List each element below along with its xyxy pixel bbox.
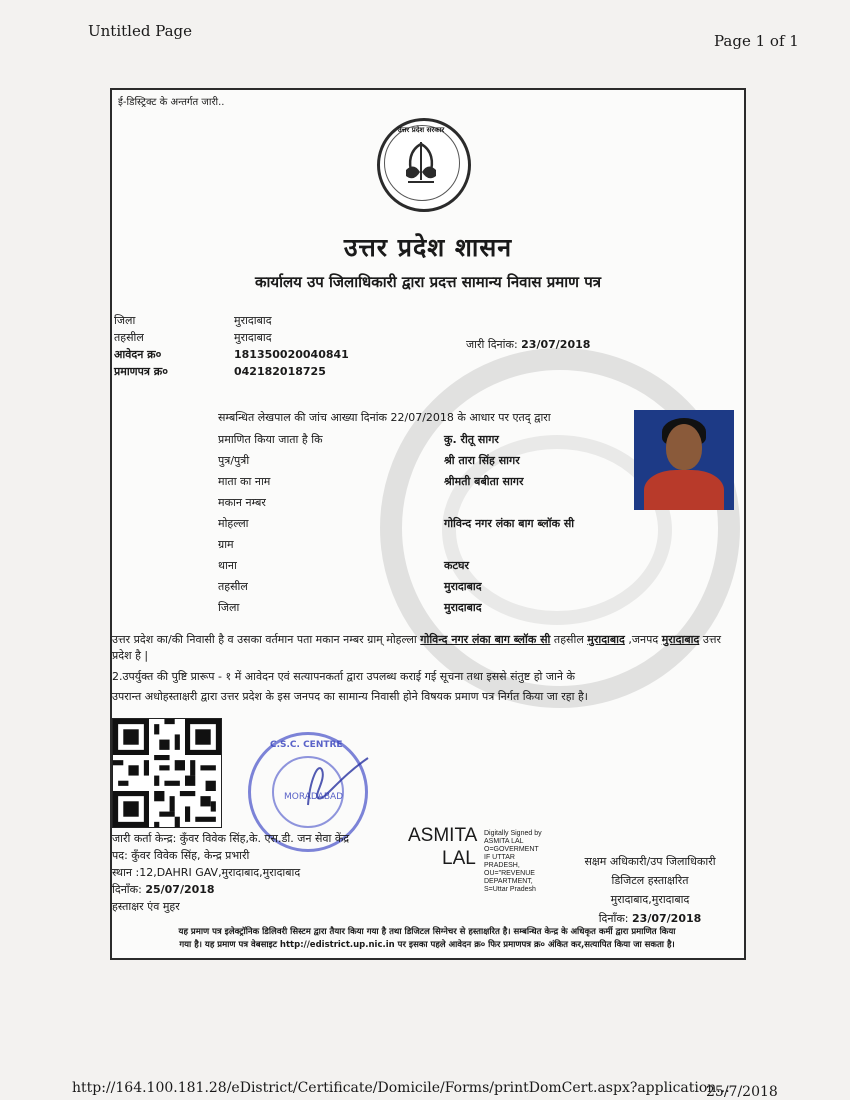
dsig-line-2: O=GOVERMENT <box>484 846 539 853</box>
details-values <box>234 312 349 380</box>
field-label-village: ग्राम <box>218 538 234 551</box>
field-label-house-no: मकान नम्बर <box>218 496 266 509</box>
field-value-name: कु. रीतू सागर <box>444 433 499 446</box>
digital-signer-name-2: LAL <box>442 848 476 869</box>
dsig-line-3: IF UTTAR <box>484 854 515 861</box>
issue-date-label: जारी दिनांक: <box>466 338 518 351</box>
issuer-date <box>112 881 349 898</box>
issue-date <box>466 337 590 352</box>
issue-date-value: 23/07/2018 <box>521 338 591 351</box>
certificate-subtitle: कार्यालय उप जिलाधिकारी द्वारा प्रदत्त सामान्य निवास प्रमाण पत्र <box>255 273 601 291</box>
issuer-center-line: जारी कर्ता केन्द्र: कुँवर विवेक सिंह,के. एस.डी. जन सेवा केंद्र <box>112 832 350 845</box>
para1-text-g: उत्तर प्रदेश है | <box>112 633 721 662</box>
applicant-photo <box>634 410 734 510</box>
field-labels <box>218 429 323 618</box>
residence-paragraph <box>112 632 738 664</box>
intro-line: सम्बन्धित लेखपाल की जांच आख्या दिनांक 22/07/2018 के आधार पर एतद् द्वारा <box>218 411 551 424</box>
print-header-title: Untitled Page <box>88 22 193 40</box>
stamp-text-mid: MORADABAD <box>284 792 344 802</box>
field-label-mother: माता का नाम <box>218 475 271 488</box>
authority-date-label: दिनाँक: <box>598 912 629 925</box>
details-labels <box>114 312 168 380</box>
field-value-district: मुरादाबाद <box>444 601 482 614</box>
authority-block <box>558 852 742 928</box>
field-value-house-no <box>444 492 574 513</box>
issuer-date-value: 25/07/2018 <box>145 883 215 896</box>
para1-text-e: ,जनपद <box>628 633 659 646</box>
field-value-tehsil: मुरादाबाद <box>444 580 482 593</box>
certificate-frame <box>110 88 746 960</box>
authority-line2: डिजिटल हस्ताक्षरित <box>611 874 689 887</box>
detail-label-application-no: आवेदन क्र० <box>114 348 162 361</box>
detail-value-tehsil: मुरादाबाद <box>234 331 272 344</box>
detail-value-district: मुरादाबाद <box>234 314 272 327</box>
issuer-place-line: स्थान :12,DAHRI GAV,मुरादाबाद,मुरादाबाद <box>112 866 301 879</box>
dsig-line-6: DEPARTMENT, <box>484 878 533 885</box>
detail-label-certificate-no: प्रमाणपत्र क्र० <box>114 365 168 378</box>
field-value-father: श्री तारा सिंह सागर <box>444 454 520 467</box>
print-header-page: Page 1 of 1 <box>714 32 799 50</box>
field-label-son-daughter: पुत्र/पुत्री <box>218 454 250 467</box>
field-label-police-station: थाना <box>218 559 237 572</box>
confirmation-paragraph <box>112 667 742 707</box>
field-label-certified: प्रमाणित किया जाता है कि <box>218 433 323 446</box>
issuer-post-line: पद: कुँवर विवेक सिंह, केन्द्र प्रभारी <box>112 849 250 862</box>
government-title: उत्तर प्रदेश शासन <box>343 233 513 262</box>
dsig-line-1: ASMITA LAL <box>484 838 524 845</box>
para1-text-c: तहसील <box>553 633 584 646</box>
digital-signer-name-1: ASMITA <box>408 825 478 846</box>
footnote-line2: गया है। यह प्रमाण पत्र वेबसाइट http://edistrict.up.nic.in पर इसका पहले आवेदन क्र० फिर प्रमाणपत्र क्र० अंकित कर,सत्यापित किया जा सकता है। <box>179 940 675 950</box>
qr-code-icon <box>112 718 222 828</box>
bow-fish-emblem-icon <box>400 140 442 186</box>
dsig-line-5: OU="REVENUE <box>484 870 535 877</box>
verification-footnote <box>112 926 742 952</box>
authority-line1: सक्षम अधिकारी/उप जिलाधिकारी <box>584 855 716 868</box>
detail-value-certificate-no: 042182018725 <box>234 365 326 378</box>
field-label-mohalla: मोहल्ला <box>218 517 249 530</box>
detail-label-district: जिला <box>114 314 136 327</box>
para1-text-a: उत्तर प्रदेश का/की निवासी है व उसका वर्तमान पता मकान नम्बर ग्राम् मोहल्ला <box>112 633 417 646</box>
authority-line3: मुरादाबाद,मुरादाबाद <box>610 893 690 906</box>
issuer-block <box>112 830 349 915</box>
emblem-text: उत्तर प्रदेश सरकार <box>397 126 445 134</box>
field-label-tehsil: तहसील <box>218 580 248 593</box>
field-value-police-station: कटघर <box>444 559 469 572</box>
print-footer-date: 25/7/2018 <box>706 1084 778 1100</box>
digital-signature-details <box>484 830 542 894</box>
para1-mohalla: गोविन्द नगर लंका बाग ब्लॉक सी <box>420 633 551 646</box>
issued-under-note: ई-डिस्ट्रिक्ट के अन्तर्गत जारी.. <box>118 97 225 108</box>
footnote-line1: यह प्रमाण पत्र इलेक्ट्रॉनिक डिलिवरी सिस्टम द्वारा तैयार किया गया है तथा डिजिटल सिग्नेचर से हस्ताक्षरित है। सम्बन्धित केन्द्र के अधिकृत कर्मी द्वारा प्रमाणित किया <box>178 927 676 937</box>
dsig-line-0: Digitally Signed by <box>484 830 542 837</box>
field-value-mother: श्रीमती बबीता सागर <box>444 475 524 488</box>
issuer-date-label: दिनाँक: <box>112 883 142 896</box>
detail-value-application-no: 181350020040841 <box>234 348 349 361</box>
detail-label-tehsil: तहसील <box>114 331 144 344</box>
para2-line1: 2.उपर्युक्त की पुष्टि प्रारूप - १ में आवेदन एवं सत्यापनकर्ता द्वारा उपलब्ध कराई गई सूचना तथा इससे संतुष्ट हो जाने के <box>112 670 575 683</box>
para1-district: मुरादाबाद <box>661 633 700 646</box>
field-value-village <box>444 534 574 555</box>
field-value-mohalla: गोविन्द नगर लंका बाग ब्लॉक सी <box>444 517 575 530</box>
field-label-district: जिला <box>218 601 240 614</box>
authority-date-value: 23/07/2018 <box>632 912 702 925</box>
dsig-line-4: PRADESH, <box>484 862 520 869</box>
field-values <box>444 429 574 618</box>
dsig-line-7: S=Uttar Pradesh <box>484 886 536 893</box>
print-footer-url: http://164.100.181.28/eDistrict/Certificate/Domicile/Forms/printDomCert.aspx?application... <box>72 1080 730 1096</box>
stamp-text-top: C.S.C. CENTRE <box>270 740 343 750</box>
ink-signature-icon <box>288 750 378 820</box>
issuer-sign-line: हस्ताक्षर एंव मुहर <box>112 900 180 913</box>
para2-line2: उपरान्त अधोहस्ताक्षरी द्वारा उत्तर प्रदेश के इस जनपद का सामान्य निवासी होने विषयक प्रमाण पत्र निर्गत किया जा रहा है। <box>112 690 588 703</box>
para1-tehsil: मुरादाबाद <box>587 633 625 646</box>
